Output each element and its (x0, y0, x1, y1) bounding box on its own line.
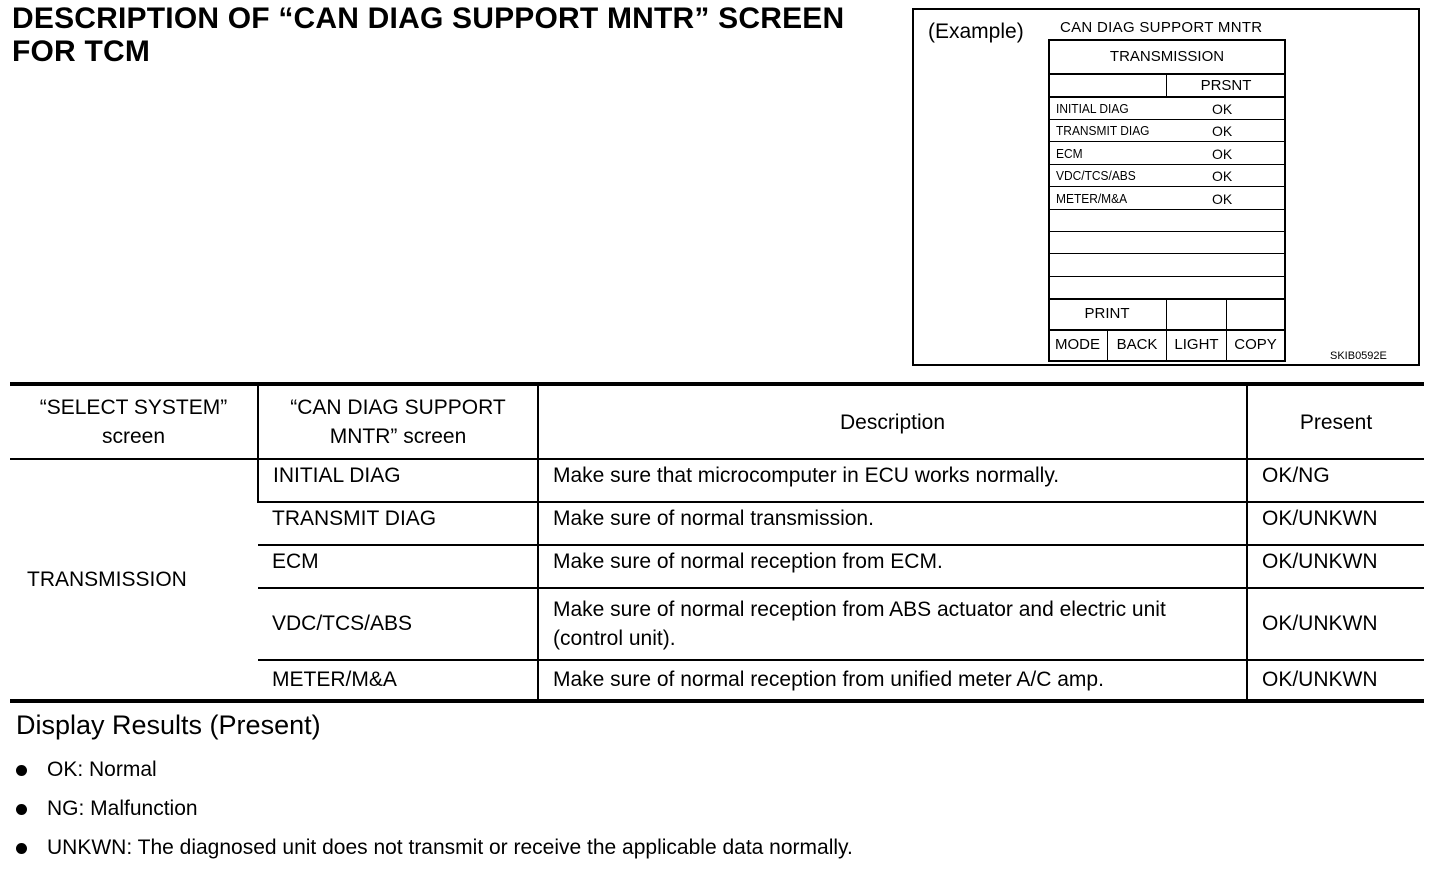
item-cell: ECM (258, 545, 538, 588)
screen-system-name: TRANSMISSION (1109, 48, 1225, 65)
result-item (16, 758, 157, 782)
item-cell: TRANSMIT DIAG (258, 502, 538, 545)
copy-button[interactable]: COPY (1234, 336, 1277, 353)
page-title: DESCRIPTION OF “CAN DIAG SUPPORT MNTR” SCREEN FOR TCM (12, 2, 845, 68)
screen-line (1048, 141, 1286, 142)
screen-line (1048, 164, 1286, 165)
screen-row-value: OK (1212, 101, 1233, 117)
item-cell: INITIAL DIAG (258, 459, 538, 502)
present-cell: OK/UNKWN (1247, 502, 1424, 545)
screen-line (1048, 186, 1286, 187)
results-heading: Display Results (Present) (16, 710, 321, 740)
screen-column-header: PRSNT (1200, 77, 1252, 94)
table-header-row (10, 384, 1424, 459)
figure-id: SKIB0592E (1330, 350, 1387, 362)
header-can-diag: “CAN DIAG SUPPORT MNTR” screen (258, 384, 538, 459)
system-cell: TRANSMISSION (27, 567, 187, 591)
screen-line (1048, 276, 1286, 277)
screen-row-value: OK (1212, 146, 1233, 162)
bullet-icon (16, 843, 27, 854)
present-cell: OK/UNKWN (1247, 660, 1424, 701)
bullet-icon (16, 765, 27, 776)
header-select-system: “SELECT SYSTEM” screen (39, 396, 228, 448)
bullet-icon (16, 804, 27, 815)
screen-line (1048, 253, 1286, 254)
result-item (16, 797, 198, 821)
table-row (10, 459, 1424, 502)
result-item (16, 836, 853, 860)
back-button[interactable]: BACK (1116, 336, 1158, 353)
result-text: UNKWN: The diagnosed unit does not transmit or receive the applicable data normally. (47, 836, 853, 859)
example-label: (Example) (928, 20, 1024, 43)
header-description: Description (538, 384, 1247, 459)
present-cell: OK/NG (1247, 459, 1424, 502)
screen-top-border (1048, 39, 1286, 41)
screen-row-label: TRANSMIT DIAG (1056, 123, 1150, 138)
print-button[interactable]: PRINT (1084, 305, 1130, 322)
screen-row-label: VDC/TCS/ABS (1056, 168, 1136, 183)
description-cell: Make sure of normal transmission. (538, 502, 1247, 545)
result-text: OK: Normal (47, 758, 157, 781)
header-present: Present (1247, 384, 1424, 459)
present-cell: OK/UNKWN (1247, 588, 1424, 660)
result-text: NG: Malfunction (47, 797, 198, 820)
screen-line (1048, 231, 1286, 232)
screen-row-label: ECM (1056, 146, 1083, 161)
description-cell: Make sure of normal reception from ABS actuator and electric unit (control unit). (538, 588, 1247, 660)
description-table (10, 382, 1424, 703)
screen-line (1048, 209, 1286, 210)
screen-title: CAN DIAG SUPPORT MNTR (1060, 19, 1263, 36)
screen-row-value: OK (1212, 168, 1233, 184)
description-cell: Make sure of normal reception from unified meter A/C amp. (538, 660, 1247, 701)
screen-row-label: METER/M&A (1056, 191, 1128, 206)
item-cell: METER/M&A (258, 660, 538, 701)
item-cell: VDC/TCS/ABS (258, 588, 538, 660)
present-cell: OK/UNKWN (1247, 545, 1424, 588)
light-button[interactable]: LIGHT (1174, 336, 1219, 353)
example-screen-figure (912, 8, 1420, 366)
description-cell: Make sure of normal reception from ECM. (538, 545, 1247, 588)
screen-bottom-border (1048, 360, 1286, 362)
screen-row-label: INITIAL DIAG (1056, 101, 1129, 116)
screen-row-value: OK (1212, 123, 1233, 139)
screen-line (1048, 119, 1286, 120)
screen-line (1048, 96, 1286, 98)
screen-row-value: OK (1212, 191, 1233, 207)
description-cell: Make sure that microcomputer in ECU works normally. (538, 459, 1247, 502)
mode-button[interactable]: MODE (1055, 336, 1100, 353)
screen-line (1048, 73, 1286, 75)
